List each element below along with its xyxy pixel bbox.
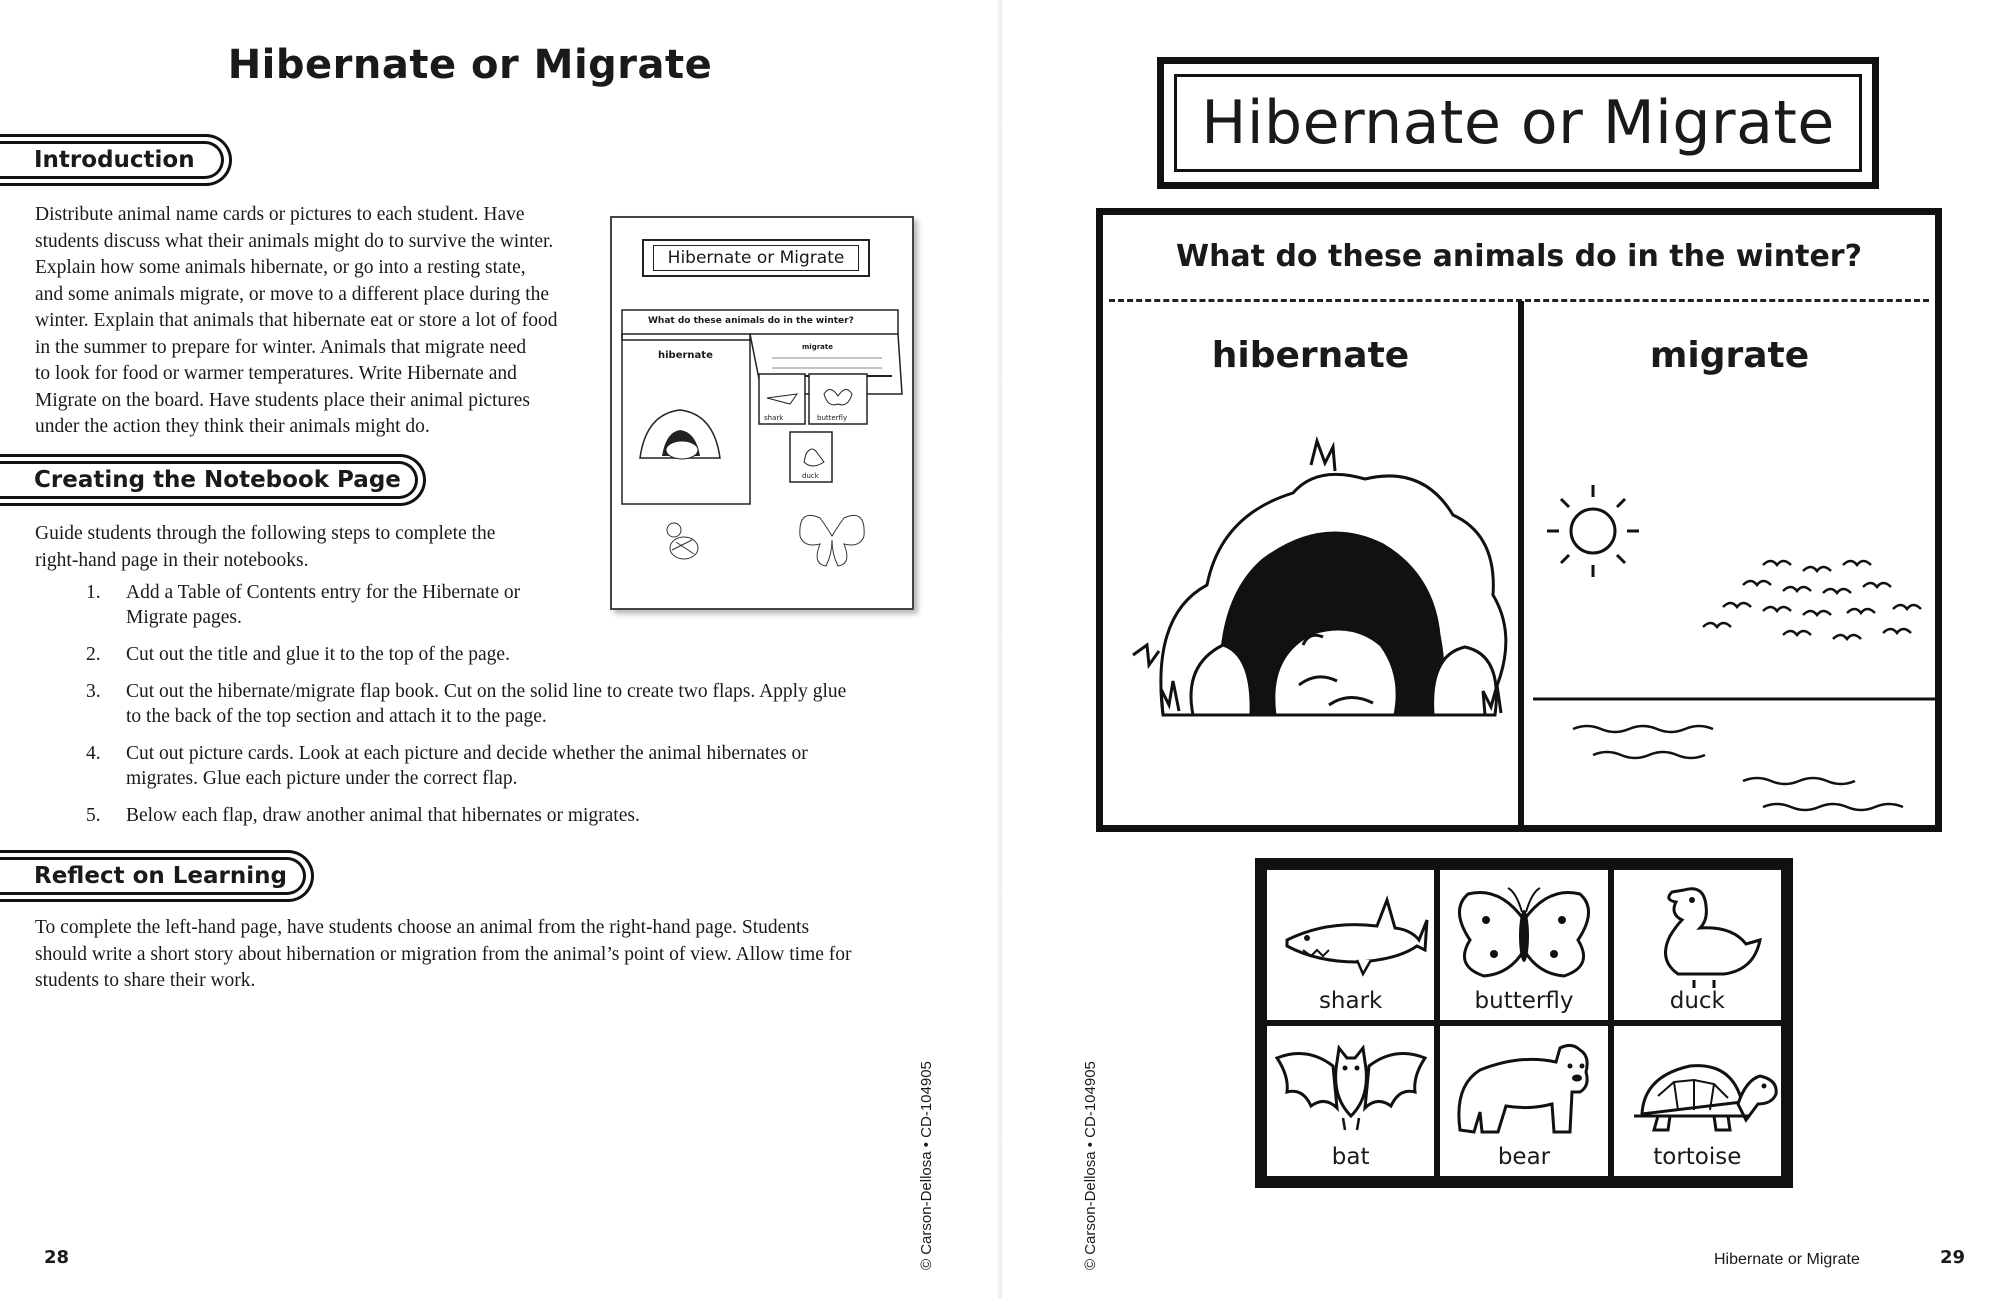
introduction-heading [0, 134, 232, 186]
birds-illustration [1703, 561, 1921, 639]
intro-line: and some animals migrate, or move to a different place during the [35, 283, 550, 305]
reflect-line: students to share their work. [35, 970, 256, 991]
intro-line: Explain how some animals hibernate, or go into a resting state, [35, 257, 526, 278]
step-number: 3. [86, 681, 101, 702]
thumbnail-illustration [612, 218, 912, 608]
thumbnail-card-label: shark [764, 414, 784, 422]
intro-line: in the summer to prepare for winter. Animals that migrate need [35, 336, 527, 358]
step-item [34, 803, 846, 828]
title-cutout-text: Hibernate or Migrate [1174, 74, 1862, 172]
step-item [34, 642, 846, 667]
card-bat [1267, 1026, 1434, 1176]
page-number: 29 [1940, 1247, 1966, 1268]
card-label: shark [1318, 988, 1383, 1014]
thumbnail-card-label: duck [802, 472, 819, 480]
step-line: Cut out the title and glue it to the top of the page. [126, 644, 510, 665]
reflect-heading [0, 850, 314, 902]
step-line: Cut out the hibernate/migrate flap book. Cut on the solid line to create two flaps. Apply glue [126, 681, 847, 702]
thumbnail-title: Hibernate or Migrate [653, 245, 860, 271]
flap-book [1096, 208, 1942, 832]
card-label: butterfly [1474, 988, 1574, 1014]
creating-line: Guide students through the following steps to complete the [35, 523, 496, 544]
page-number: 28 [44, 1247, 70, 1268]
reflect-line: To complete the left-hand page, have students choose an animal from the right-hand page. Students [35, 917, 810, 938]
card-duck [1614, 870, 1781, 1020]
introduction-heading-label: Introduction [0, 141, 224, 179]
card-label: tortoise [1653, 1144, 1742, 1170]
footer-title: Hibernate or Migrate [1714, 1251, 1860, 1268]
flap-illustrations [1103, 215, 1935, 825]
card-butterfly [1440, 870, 1607, 1020]
picture-cards [1255, 858, 1793, 1188]
step-line: Below each flap, draw another animal that hibernates or migrates. [126, 805, 640, 826]
card-shark [1267, 870, 1434, 1020]
card-label: duck [1669, 988, 1725, 1014]
thumbnail-hibernate-label: hibernate [658, 350, 713, 361]
copyright-vertical: © Carson-Dellosa • CD-104905 [918, 1061, 935, 1270]
intro-line: Migrate on the board. Have students place their animal pictures [35, 389, 530, 411]
intro-line: Distribute animal name cards or pictures to each student. Have [35, 204, 525, 225]
step-line: Migrate pages. [126, 607, 242, 628]
card-label: bat [1331, 1144, 1370, 1170]
step-line: Add a Table of Contents entry for the Hibernate or [126, 582, 521, 603]
copyright-vertical: © Carson-Dellosa • CD-104905 [1082, 1061, 1099, 1270]
step-item [34, 679, 846, 729]
card-bear [1440, 1026, 1607, 1176]
intro-line: winter. Explain that animals that hibernate eat or store a lot of food [35, 310, 558, 331]
example-thumbnail [610, 216, 914, 610]
creating-line: right-hand page in their notebooks. [35, 549, 309, 571]
step-line: migrates. Glue each picture under the correct flap. [126, 768, 518, 789]
step-item [34, 741, 846, 791]
thumbnail-card-label: butterfly [817, 414, 848, 422]
migrate-label: migrate [1649, 335, 1810, 376]
card-label: bear [1497, 1144, 1551, 1170]
step-number: 5. [86, 805, 101, 826]
reflect-line: should write a short story about hibernation or migration from the animal’s point of view. Allow time for [35, 943, 852, 965]
reflect-heading-label: Reflect on Learning [0, 857, 306, 895]
cave-illustration [1133, 441, 1506, 715]
thumbnail-migrate-label: migrate [802, 343, 833, 351]
step-number: 2. [86, 644, 101, 665]
page-title: Hibernate or Migrate [227, 42, 713, 88]
creating-heading-label: Creating the Notebook Page [0, 461, 418, 499]
reflect-text [35, 915, 852, 995]
step-number: 4. [86, 743, 101, 764]
sun-illustration [1547, 485, 1639, 577]
introduction-text [35, 202, 558, 441]
hibernate-label: hibernate [1211, 335, 1410, 376]
intro-line: to look for food or warmer temperatures. Write Hibernate and [35, 363, 517, 384]
thumbnail-question: What do these animals do in the winter? [648, 316, 854, 326]
flap-question: What do these animals do in the winter? [1175, 239, 1862, 274]
title-cutout [1157, 57, 1879, 189]
creating-heading [0, 454, 426, 506]
intro-line: under the action they think their animals might do. [35, 416, 430, 437]
creating-text [35, 521, 495, 574]
right-page [1000, 0, 2000, 1298]
card-tortoise [1614, 1026, 1781, 1176]
intro-line: students discuss what their animals might do to survive the winter. [35, 230, 554, 252]
step-number: 1. [86, 582, 101, 603]
step-line: to the back of the top section and attach it to the page. [126, 706, 547, 727]
water-illustration [1533, 699, 1935, 810]
step-line: Cut out picture cards. Look at each picture and decide whether the animal hibernates or [126, 743, 808, 764]
steps-list [34, 580, 846, 840]
